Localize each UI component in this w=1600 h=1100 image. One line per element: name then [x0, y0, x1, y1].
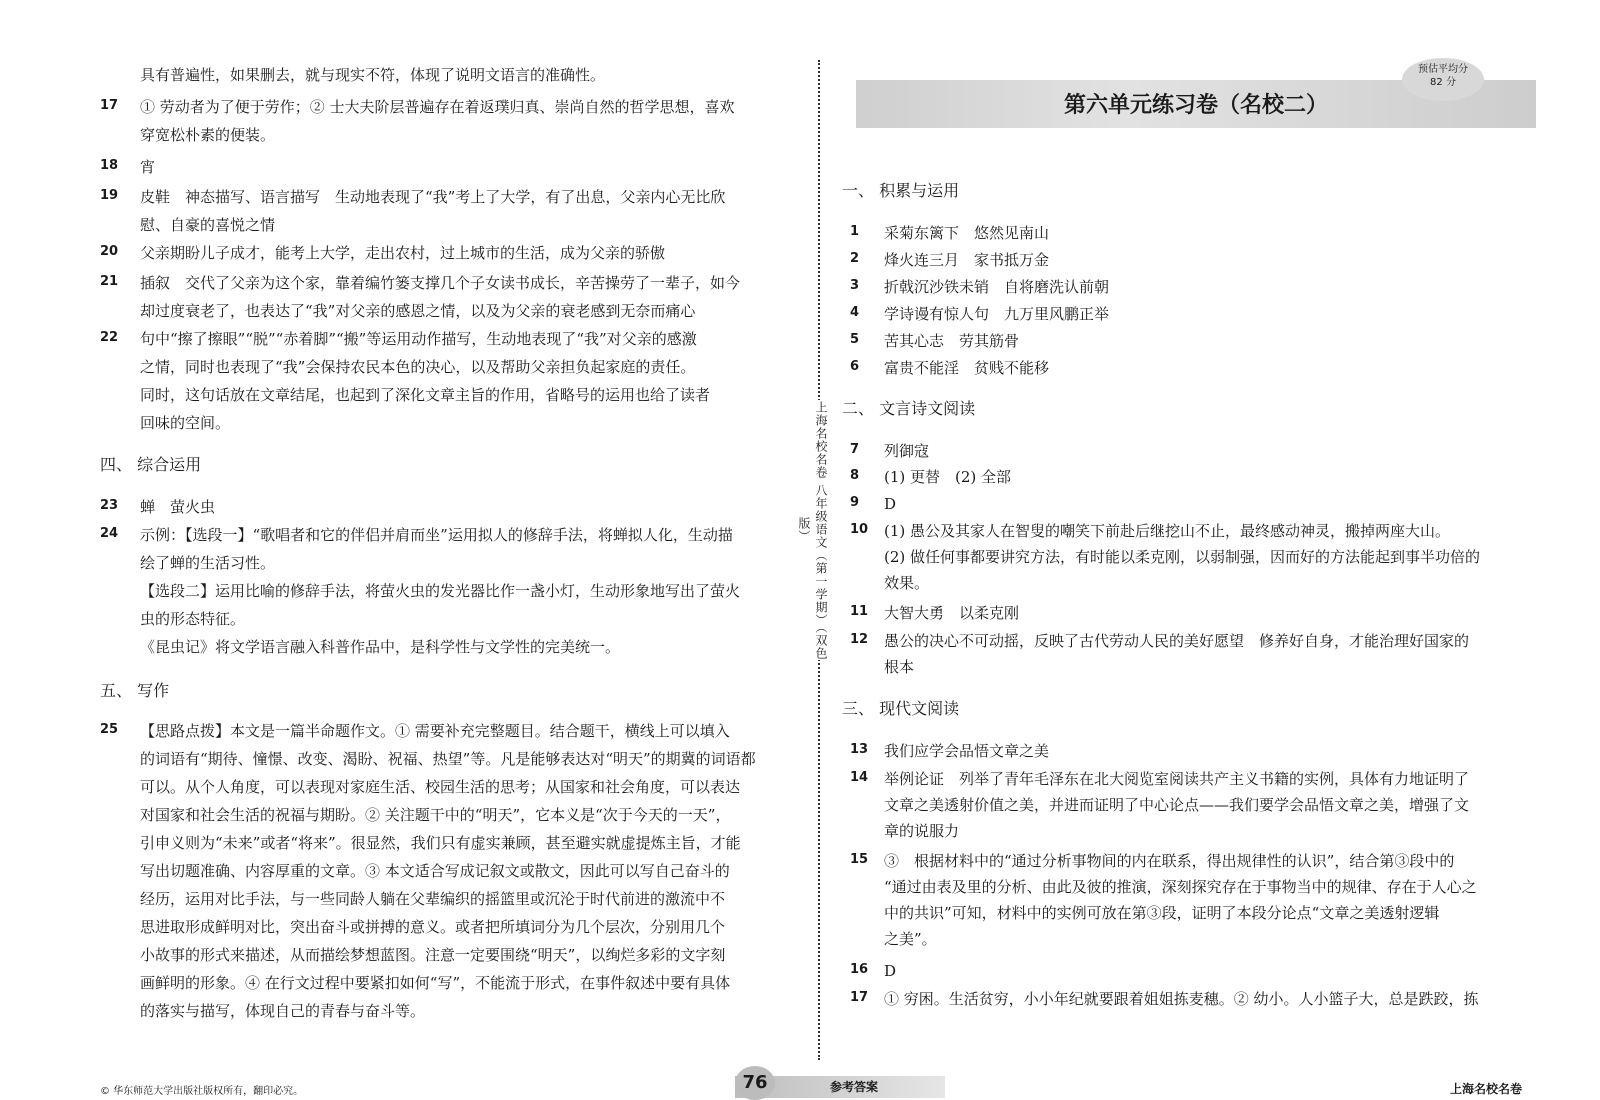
- question-number: 3: [850, 278, 860, 293]
- answer-text: 可以。从个人角度，可以表现对家庭生活、校园生活的思考；从国家和社会角度，可以表达: [140, 778, 741, 796]
- score-label: 预估平均分: [1418, 64, 1468, 75]
- answer-text: 的词语有“期待、憧憬、改变、渴盼、祝福、热望”等。凡是能够表达对“明天”的期冀的词语都: [140, 750, 756, 768]
- answer-text: ① 劳动者为了便于劳作；② 士大夫阶层普遍存在着返璞归真、崇尚自然的哲学思想，喜欢: [140, 98, 735, 116]
- answer-text: (1) 更替 (2) 全部: [884, 468, 1012, 486]
- score-badge: [1402, 58, 1484, 101]
- side-label: 上海名校名卷 八年级语文（第一学期）（双色版）: [797, 400, 828, 660]
- answer-text: D: [884, 495, 897, 513]
- question-number: 20: [100, 244, 119, 259]
- question-number: 13: [850, 742, 869, 757]
- question-number: 19: [100, 188, 119, 203]
- answer-text: 画鲜明的形象。④ 在行文过程中要紧扣如何“写”，不能流于形式，在事件叙述中要有具体: [140, 974, 731, 992]
- answer-text: 列御寇: [884, 442, 930, 460]
- section-heading: 五、 写作: [100, 681, 170, 700]
- answer-text: ① 穷困。生活贫穷，小小年纪就要跟着姐姐拣麦穗。② 幼小。人小篮子大，总是跌跤，拣: [884, 990, 1479, 1008]
- answer-text: 句中“擦了擦眼”“脱”“赤着脚”“搬”等运用动作描写，生动地表现了“我”对父亲的感激: [140, 330, 697, 348]
- question-number: 10: [850, 522, 869, 537]
- question-number: 24: [100, 526, 119, 541]
- answer-text: D: [884, 962, 897, 980]
- answer-text: 却过度衰老了，也表达了“我”对父亲的感恩之情，以及为父亲的衰老感到无奈而痛心: [140, 302, 696, 320]
- answer-text: 经历，运用对比手法，与一些同龄人躺在父辈编织的摇篮里或沉沦于时代前进的激流中不: [140, 890, 726, 908]
- question-number: 12: [850, 632, 869, 647]
- answer-text: 中的共识”可知，材料中的实例可放在第③段，证明了本段分论点“文章之美透射逻辑: [884, 904, 1440, 922]
- answer-text: 烽火连三月 家书抵万金: [884, 251, 1050, 269]
- answer-text: 虫的形态特征。: [140, 610, 246, 628]
- answer-text: 写出切题准确、内容厚重的文章。③ 本文适合写成记叙文或散文，因此可以写自己奋斗的: [140, 862, 730, 880]
- question-number: 17: [100, 98, 119, 113]
- answer-text: 效果。: [884, 574, 930, 592]
- answer-text: 折戟沉沙铁未销 自将磨洗认前朝: [884, 278, 1110, 296]
- section-heading: 二、 文言诗文阅读: [842, 399, 976, 418]
- answer-text: 之美”。: [884, 930, 937, 948]
- answer-text: 采菊东篱下 悠然见南山: [884, 224, 1050, 242]
- answer-text: 大智大勇 以柔克刚: [884, 604, 1020, 622]
- answer-text: “通过由表及里的分析、由此及彼的推演，深刻探究存在于事物当中的规律、存在于人心之: [884, 878, 1477, 896]
- answer-text: 【思路点拨】本文是一篇半命题作文。① 需要补充完整题目。结合题干，横线上可以填入: [140, 722, 730, 740]
- copyright-notice: © 华东师范大学出版社版权所有，翻印必究。: [100, 1086, 304, 1097]
- section-heading: 三、 现代文阅读: [842, 699, 960, 718]
- answer-text: 父亲期盼儿子成才，能考上大学，走出农村，过上城市的生活，成为父亲的骄傲: [140, 244, 666, 262]
- question-number: 18: [100, 158, 119, 173]
- score-value: 82 分: [1430, 77, 1456, 88]
- answer-text: 学诗谩有惊人句 九万里风鹏正举: [884, 305, 1110, 323]
- page-title: 第六单元练习卷（名校二）: [1063, 93, 1328, 118]
- answer-text: 慰、自豪的喜悦之情: [140, 216, 276, 234]
- answer-text: 富贵不能淫 贫贱不能移: [884, 359, 1050, 377]
- question-number: 2: [850, 251, 860, 266]
- answer-text: 章的说服力: [884, 822, 960, 840]
- answer-text: 穿宽松朴素的便装。: [140, 126, 276, 144]
- answer-text: 宵: [140, 158, 156, 176]
- question-number: 21: [100, 274, 119, 289]
- question-number: 22: [100, 330, 119, 345]
- answer-text: 绘了蝉的生活习性。: [140, 554, 276, 572]
- section-heading: 一、 积累与运用: [842, 181, 960, 200]
- answer-text: 根本: [884, 658, 915, 676]
- answer-text: 引申义则为“未来”或者“将来”。很显然，我们只有虚实兼顾，甚至避实就虚提炼主旨，才能: [140, 834, 741, 852]
- question-number: 25: [100, 722, 119, 737]
- answer-text: 思进取形成鲜明对比，突出奋斗或拼搏的意义。或者把所填词分为几个层次，分别用几个: [140, 918, 726, 936]
- answer-text: 【选段二】运用比喻的修辞手法，将萤火虫的发光器比作一盏小灯，生动形象地写出了萤火: [140, 582, 741, 600]
- footer-label: 参考答案: [830, 1080, 879, 1094]
- question-number: 7: [850, 442, 860, 457]
- answer-text: 对国家和社会生活的祝福与期盼。② 关注题干中的“明天”，它本义是“次于今天的一天”，: [140, 806, 731, 824]
- answer-text: 小故事的形式来描述，从而描绘梦想蓝图。注意一定要围绕“明天”，以绚烂多彩的文字刻: [140, 946, 726, 964]
- answer-text: 示例：【选段一】“歌唱者和它的伴侣并肩而坐”运用拟人的修辞手法，将蝉拟人化，生动描: [140, 526, 733, 544]
- answer-text: 同时，这句话放在文章结尾，也起到了深化文章主旨的作用，省略号的运用也给了读者: [140, 386, 711, 404]
- question-number: 14: [850, 770, 869, 785]
- question-number: 23: [100, 498, 119, 513]
- answer-text: 举例论证 列举了青年毛泽东在北大阅览室阅读共产主义书籍的实例，具体有力地证明了: [884, 770, 1470, 788]
- answer-text: ③ 根据材料中的“通过分析事物间的内在联系，得出规律性的认识”，结合第③段中的: [884, 852, 1455, 870]
- question-number: 11: [850, 604, 869, 619]
- question-number: 9: [850, 495, 860, 510]
- question-number: 15: [850, 852, 869, 867]
- answer-text: 皮鞋 神态描写、语言描写 生动地表现了“我”考上了大学，有了出息，父亲内心无比欣: [140, 188, 726, 206]
- question-number: 1: [850, 224, 860, 239]
- answer-text: 插叙 交代了父亲为这个家，靠着编竹篓支撑几个子女读书成长，辛苦操劳了一辈子，如今: [140, 274, 741, 292]
- answer-text: 我们应学会品悟文章之美: [884, 742, 1050, 760]
- answer-text: 《昆虫记》将文学语言融入科普作品中，是科学性与文学性的完美统一。: [140, 638, 621, 656]
- answer-text: 之情，同时也表现了“我”会保持农民本色的决心，以及帮助父亲担负起家庭的责任。: [140, 358, 696, 376]
- section-heading: 四、 综合运用: [100, 455, 202, 474]
- answer-text: 文章之美透射价值之美，并进而证明了中心论点——我们要学会品悟文章之美，增强了文: [884, 796, 1470, 814]
- answer-text: 的落实与描写，体现自己的青春与奋斗等。: [140, 1002, 426, 1020]
- question-number: 4: [850, 305, 860, 320]
- answer-text: 具有普遍性，如果删去，就与现实不符，体现了说明文语言的准确性。: [140, 66, 606, 84]
- answer-text: 苦其心志 劳其筋骨: [884, 332, 1020, 350]
- question-number: 5: [850, 332, 860, 347]
- question-number: 16: [850, 962, 869, 977]
- page-number: 76: [735, 1066, 775, 1100]
- answer-text: 愚公的决心不可动摇，反映了古代劳动人民的美好愿望 修养好自身，才能治理好国家的: [884, 632, 1470, 650]
- series-label: 上海名校名卷: [1450, 1082, 1523, 1096]
- answer-text: (1) 愚公及其家人在智叟的嘲笑下前赴后继挖山不止，最终感动神灵，搬掉两座大山。: [884, 522, 1451, 540]
- question-number: 8: [850, 468, 860, 483]
- answer-text: 回味的空间。: [140, 414, 231, 432]
- question-number: 17: [850, 990, 869, 1005]
- answer-text: (2) 做任何事都要讲究方法，有时能以柔克刚，以弱制强，因而好的方法能起到事半功倍的: [884, 548, 1481, 566]
- answer-text: 蝉 萤火虫: [140, 498, 216, 516]
- question-number: 6: [850, 359, 860, 374]
